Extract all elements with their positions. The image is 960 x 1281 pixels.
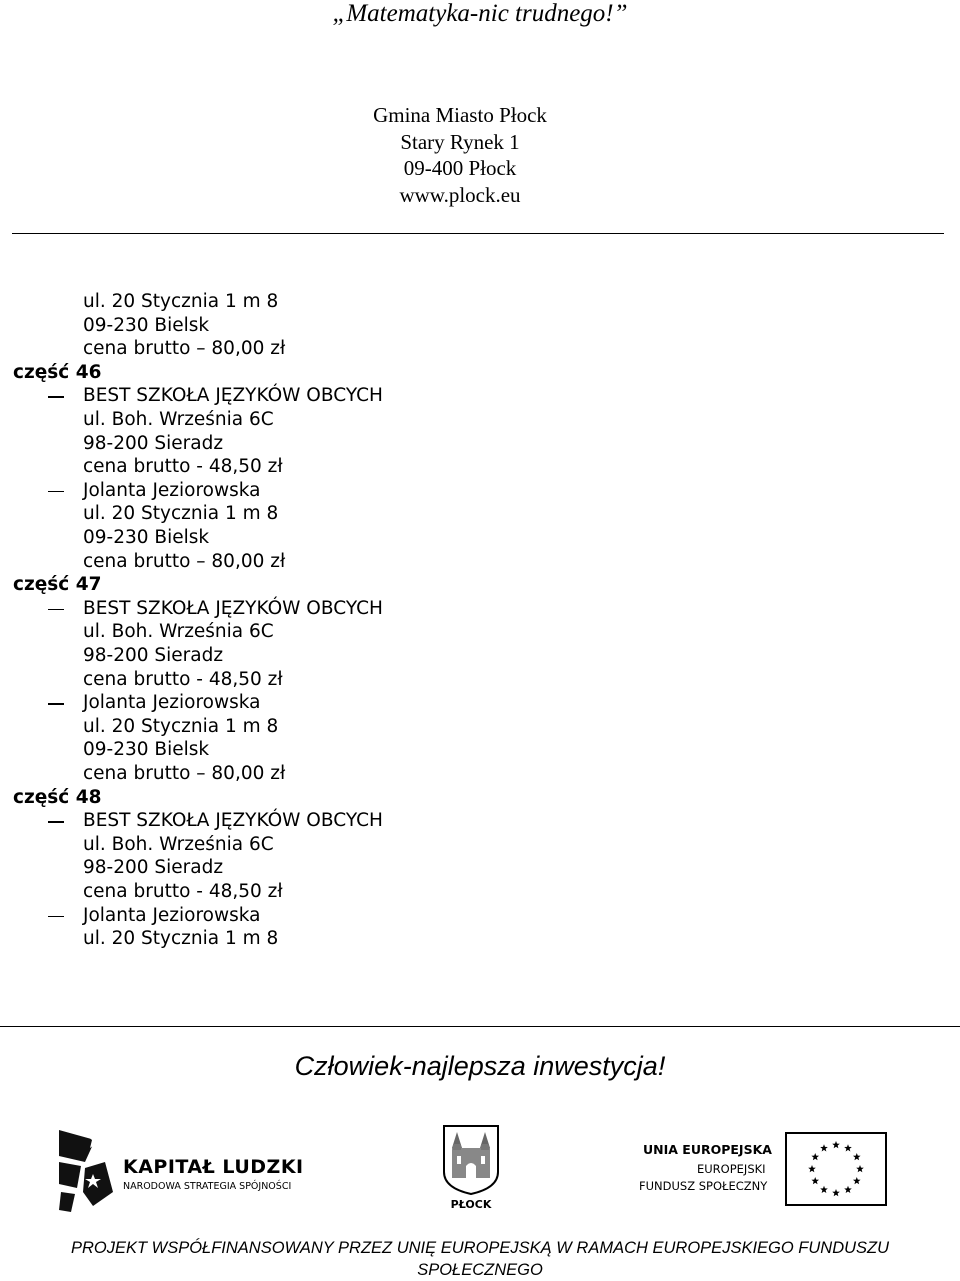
list-line: 98-200 Sieradz	[83, 857, 224, 879]
list-line: cena brutto – 80,00 zł	[83, 338, 286, 360]
list-line: 98-200 Sieradz	[83, 432, 224, 454]
list-line: ul. 20 Stycznia 1 m 8	[83, 928, 279, 950]
list-line: BEST SZKOŁA JĘZYKÓW OBCYCH	[83, 810, 383, 832]
dash-bullet-icon	[48, 609, 64, 611]
section-heading: część 48	[13, 786, 102, 808]
kapital-ludzki-subtitle: NARODOWA STRATEGIA SPÓJNOŚCI	[123, 1181, 292, 1192]
list-line: ul. Boh. Września 6C	[83, 409, 274, 430]
dash-bullet-icon	[48, 396, 64, 398]
address-block	[0, 102, 920, 208]
list-line: ul. Boh. Września 6C	[83, 621, 274, 643]
dash-bullet-icon	[48, 703, 64, 705]
list-line: cena brutto - 48,50 zł	[83, 456, 283, 478]
document-header-title: „Matematyka-nic trudnego!”	[332, 0, 628, 27]
eu-social-fund-logo	[635, 1132, 890, 1207]
motto: Człowiek-najlepsza inwestycja!	[294, 1051, 666, 1081]
section-heading: część 47	[13, 574, 102, 596]
eu-flag-icon	[785, 1132, 887, 1206]
plock-coat-of-arms-icon	[440, 1122, 502, 1196]
list-line: 09-230 Bielsk	[83, 527, 210, 548]
list-line: 98-200 Sieradz	[83, 645, 224, 666]
list-line: cena brutto - 48,50 zł	[83, 668, 283, 690]
address-line: Gmina Miasto Płock	[373, 103, 547, 127]
dash-bullet-icon	[48, 821, 64, 823]
list-line: cena brutto – 80,00 zł	[83, 763, 286, 784]
kapital-ludzki-logo	[55, 1122, 325, 1214]
list-line: BEST SZKOŁA JĘZYKÓW OBCYCH	[83, 385, 383, 407]
list-line: Jolanta Jeziorowska	[83, 692, 261, 714]
list-line: BEST SZKOŁA JĘZYKÓW OBCYCH	[83, 597, 383, 619]
kapital-ludzki-emblem-icon	[55, 1122, 115, 1214]
list-line: ul. 20 Stycznia 1 m 8	[83, 503, 279, 525]
list-line: ul. 20 Stycznia 1 m 8	[83, 715, 279, 737]
footer-divider	[0, 1026, 960, 1027]
list-line: ul. Boh. Września 6C	[83, 833, 274, 855]
kapital-ludzki-name: KAPITAŁ LUDZKI	[123, 1156, 304, 1178]
list-line: cena brutto – 80,00 zł	[83, 550, 286, 572]
list-line: cena brutto - 48,50 zł	[83, 881, 283, 902]
footer-line: PROJEKT WSPÓŁFINANSOWANY PRZEZ UNIĘ EUROPEJSKĄ W RAMACH EUROPEJSKIEGO FUNDUSZU	[70, 1239, 890, 1257]
eu-line-2: EUROPEJSKI	[697, 1162, 766, 1176]
footer-line: SPOŁECZNEGO	[417, 1261, 543, 1279]
footer-note	[0, 1237, 960, 1281]
header-divider	[12, 233, 944, 234]
plock-logo-name: PŁOCK	[450, 1198, 492, 1211]
eu-line-1: UNIA EUROPEJSKA	[643, 1142, 772, 1157]
list-line: Jolanta Jeziorowska	[83, 479, 261, 501]
list-line: 09-230 Bielsk	[83, 314, 210, 336]
section-heading: część 46	[13, 361, 102, 383]
address-line: Stary Rynek 1	[400, 129, 520, 154]
dash-bullet-icon	[48, 916, 64, 918]
dash-bullet-icon	[48, 491, 64, 493]
list-line: ul. 20 Stycznia 1 m 8	[83, 291, 279, 312]
eu-line-3: FUNDUSZ SPOŁECZNY	[639, 1179, 768, 1193]
list-line: Jolanta Jeziorowska	[83, 904, 261, 926]
list-line: 09-230 Bielsk	[83, 739, 210, 761]
plock-logo	[440, 1122, 502, 1214]
address-website: www.plock.eu	[399, 182, 521, 207]
address-line: 09-400 Płock	[403, 156, 517, 180]
